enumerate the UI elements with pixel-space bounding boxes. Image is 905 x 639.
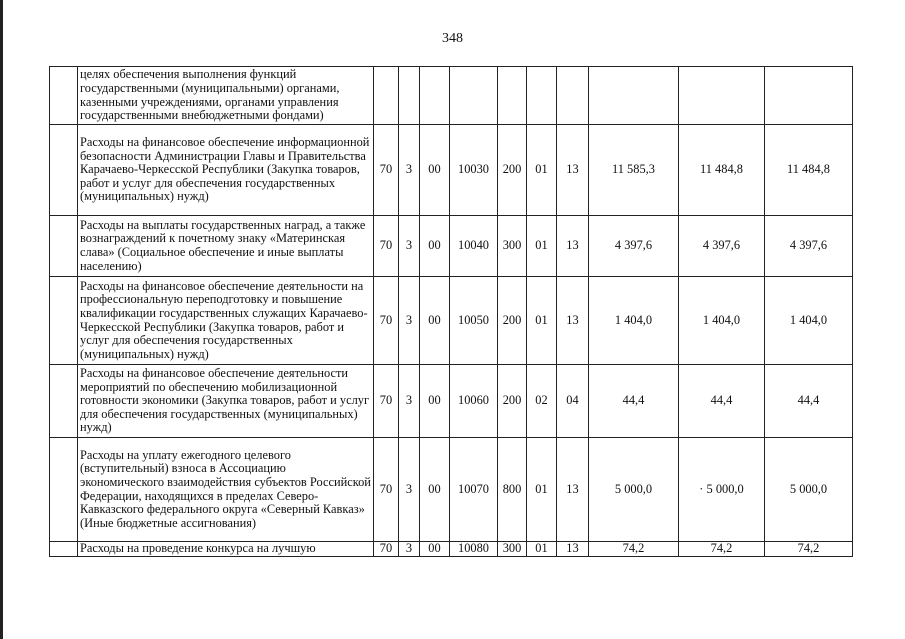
code-cell: 04 (557, 365, 589, 438)
value-cell: 1 404,0 (679, 277, 765, 365)
value-cell: 74,2 (589, 542, 679, 557)
index-cell (50, 216, 78, 277)
code-cell: 13 (557, 277, 589, 365)
code-cell: 200 (498, 125, 527, 216)
code-cell (498, 67, 527, 125)
code-cell: 00 (420, 438, 450, 542)
description-cell: Расходы на выплаты государственных наград, а также вознаграждений к почетному знаку «Материнская слава» (Социальное обеспечение и иные выплаты населению) (78, 216, 374, 277)
value-cell: 5 000,0 (589, 438, 679, 542)
code-cell (450, 67, 498, 125)
value-cell (765, 67, 853, 125)
description-cell: Расходы на уплату ежегодного целевого (вступительный) взноса в Ассоциацию экономического взаимодействия субъектов Российской Федерации, находящихся в пределах Северо-Кавказского федерального округа «Северный Кавказ» (Иные бюджетные ассигнования) (78, 438, 374, 542)
code-cell: 01 (527, 277, 557, 365)
code-cell: 300 (498, 216, 527, 277)
index-cell (50, 277, 78, 365)
description-cell: целях обеспечения выполнения функций государственными (муниципальными) органами, казенными учреждениями, органами управления государственными внебюджетными фондами) (78, 67, 374, 125)
code-cell: 01 (527, 542, 557, 557)
code-cell: 02 (527, 365, 557, 438)
code-cell (374, 67, 399, 125)
description-cell: Расходы на финансовое обеспечение деятельности мероприятий по обеспечению мобилизационной готовности экономики (Закупка товаров, работ и услуг для обеспечения государственных (муниципальных) нужд) (78, 365, 374, 438)
code-cell: 00 (420, 365, 450, 438)
table-row (50, 365, 853, 438)
code-cell (399, 67, 420, 125)
value-cell: 11 484,8 (765, 125, 853, 216)
table-row (50, 125, 853, 216)
index-cell (50, 125, 78, 216)
code-cell (527, 67, 557, 125)
code-cell: 00 (420, 216, 450, 277)
value-cell: 1 404,0 (765, 277, 853, 365)
value-cell (679, 67, 765, 125)
index-cell (50, 542, 78, 557)
value-cell: 74,2 (765, 542, 853, 557)
code-cell: 70 (374, 365, 399, 438)
code-cell: 3 (399, 365, 420, 438)
code-cell: 300 (498, 542, 527, 557)
code-cell: 00 (420, 277, 450, 365)
code-cell: 10050 (450, 277, 498, 365)
index-cell (50, 438, 78, 542)
code-cell: 70 (374, 542, 399, 557)
page-number: 348 (442, 31, 463, 46)
value-cell: 44,4 (679, 365, 765, 438)
description-cell: Расходы на проведение конкурса на лучшую (78, 542, 374, 557)
code-cell: 01 (527, 216, 557, 277)
code-cell: 01 (527, 438, 557, 542)
code-cell: 10040 (450, 216, 498, 277)
value-cell: 1 404,0 (589, 277, 679, 365)
table-row (50, 216, 853, 277)
value-cell: 4 397,6 (589, 216, 679, 277)
value-cell: 44,4 (765, 365, 853, 438)
table-row (50, 67, 853, 125)
table-row (50, 277, 853, 365)
code-cell: 3 (399, 277, 420, 365)
table-row (50, 542, 853, 557)
code-cell: 3 (399, 216, 420, 277)
code-cell: 01 (527, 125, 557, 216)
value-cell: 44,4 (589, 365, 679, 438)
code-cell: 200 (498, 365, 527, 438)
code-cell: 70 (374, 277, 399, 365)
code-cell: 10060 (450, 365, 498, 438)
value-cell: 4 397,6 (765, 216, 853, 277)
budget-table (49, 66, 853, 557)
code-cell: 13 (557, 125, 589, 216)
value-cell: 11 484,8 (679, 125, 765, 216)
scan-edge-line (0, 0, 3, 639)
value-cell: 74,2 (679, 542, 765, 557)
code-cell: 3 (399, 438, 420, 542)
value-cell: 5 000,0 (765, 438, 853, 542)
value-cell: 11 585,3 (589, 125, 679, 216)
code-cell (420, 67, 450, 125)
code-cell: 00 (420, 542, 450, 557)
code-cell: 10070 (450, 438, 498, 542)
value-cell: 4 397,6 (679, 216, 765, 277)
value-cell (589, 67, 679, 125)
code-cell: 3 (399, 125, 420, 216)
code-cell: 10080 (450, 542, 498, 557)
code-cell: 70 (374, 125, 399, 216)
code-cell (557, 67, 589, 125)
code-cell: 10030 (450, 125, 498, 216)
description-cell: Расходы на финансовое обеспечение информационной безопасности Администрации Главы и Правительства Карачаево-Черкесской Республики (Закупка товаров, работ и услуг для обеспечения государственных (муниципальных) нужд) (78, 125, 374, 216)
code-cell: 200 (498, 277, 527, 365)
code-cell: 13 (557, 542, 589, 557)
code-cell: 70 (374, 438, 399, 542)
value-cell: · 5 000,0 (679, 438, 765, 542)
table-row (50, 438, 853, 542)
code-cell: 13 (557, 216, 589, 277)
code-cell: 3 (399, 542, 420, 557)
code-cell: 70 (374, 216, 399, 277)
code-cell: 13 (557, 438, 589, 542)
index-cell (50, 365, 78, 438)
code-cell: 800 (498, 438, 527, 542)
index-cell (50, 67, 78, 125)
code-cell: 00 (420, 125, 450, 216)
description-cell: Расходы на финансовое обеспечение деятельности на профессиональную переподготовку и повышение квалификации государственных служащих Карачаево-Черкесской Республики (Закупка товаров, работ и услуг для обеспечения государственных (муниципальных) нужд) (78, 277, 374, 365)
